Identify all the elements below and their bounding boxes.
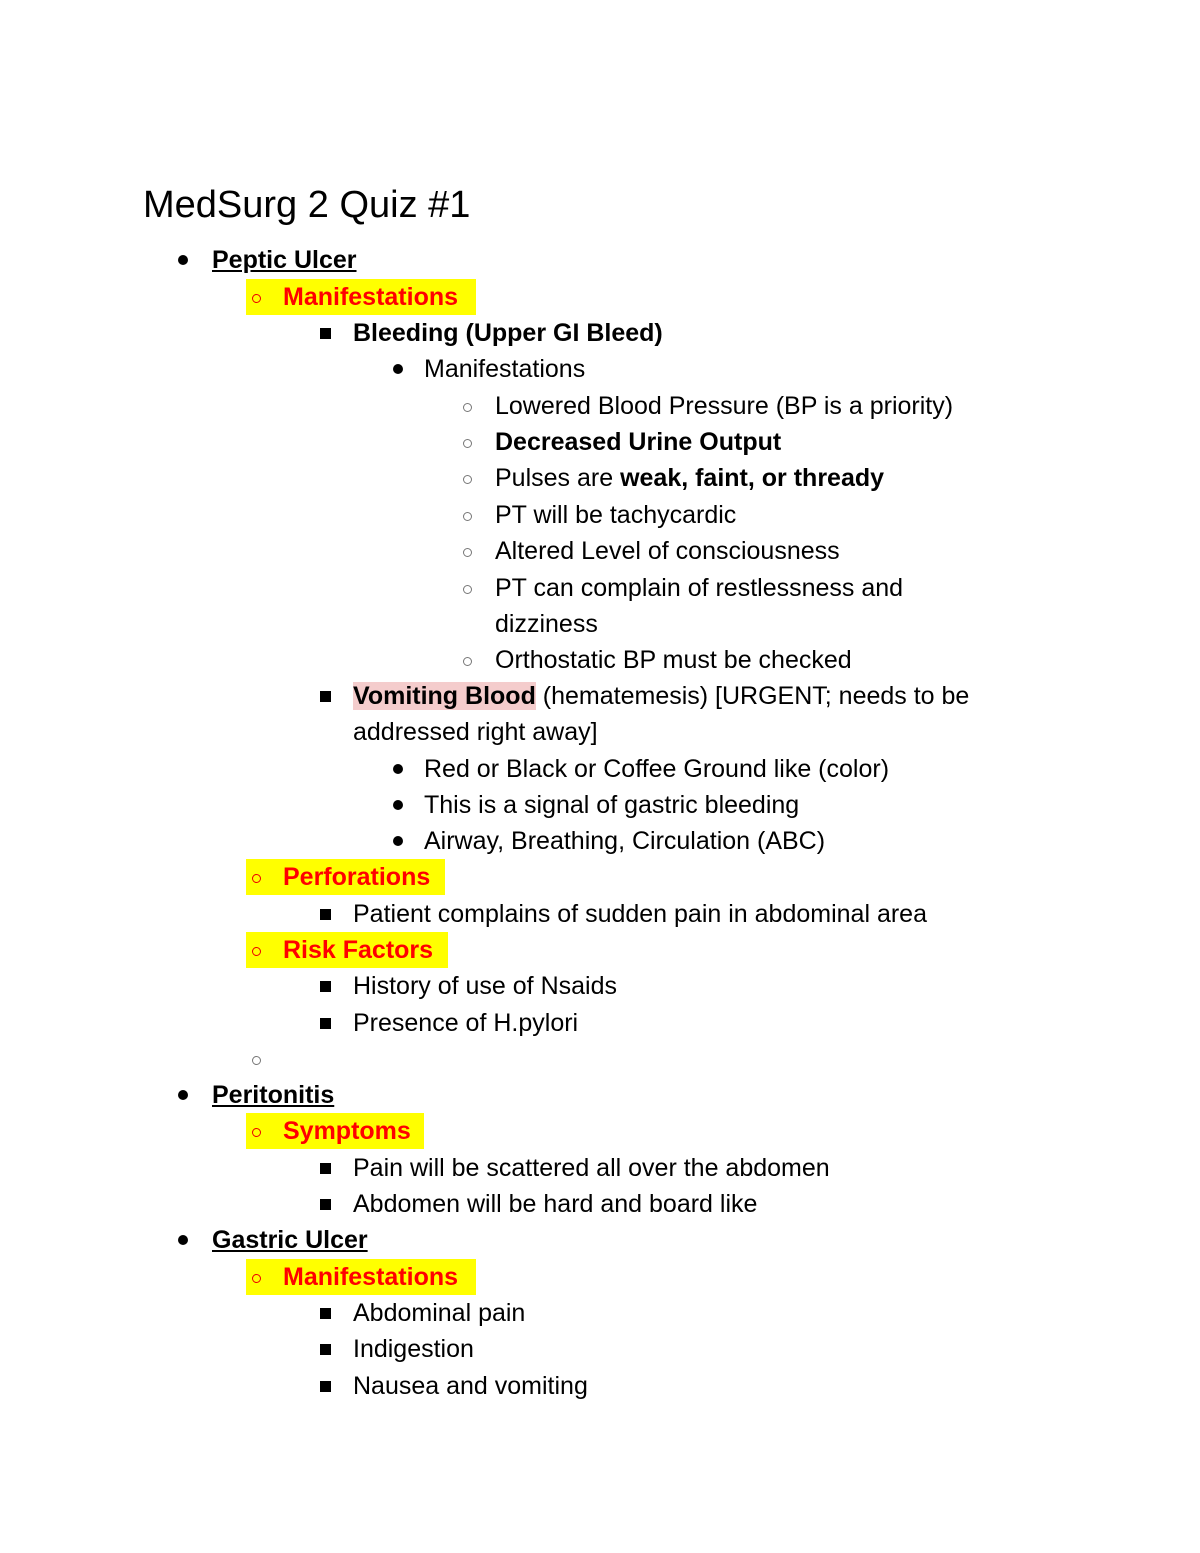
risk-item: History of use of Nsaids — [353, 972, 617, 1000]
list-item-perforations — [246, 859, 445, 895]
bullet-dot — [393, 364, 403, 374]
peritonitis-item: Pain will be scattered all over the abdomen — [353, 1154, 830, 1182]
item-tachy: PT will be tachycardic — [495, 501, 737, 529]
bullet-circle — [252, 1128, 261, 1137]
bullet-square — [320, 1018, 331, 1029]
subheading-manifestations: Manifestations — [283, 1263, 459, 1291]
item-ortho: Orthostatic BP must be checked — [495, 646, 852, 674]
bullet-dot — [178, 1090, 188, 1100]
bullet-circle — [252, 294, 261, 303]
heading-gastric-ulcer: Gastric Ulcer — [212, 1226, 368, 1254]
bullet-circle — [252, 1274, 261, 1283]
bullet-square — [320, 1199, 331, 1210]
bullet-square — [320, 328, 331, 339]
vomiting-line1 — [353, 678, 969, 714]
item-restless-line2: dizziness — [495, 610, 598, 638]
subheading-manifestations: Manifestations — [283, 283, 459, 311]
bullet-square — [320, 1308, 331, 1319]
item-urine: Decreased Urine Output — [495, 428, 782, 456]
subheading-symptoms: Symptoms — [283, 1117, 411, 1145]
list-item-symptoms — [246, 1113, 424, 1149]
bullet-square — [320, 691, 331, 702]
pulses-text: Pulses are — [495, 464, 621, 492]
vomiting-line2: addressed right away] — [353, 718, 598, 746]
vomiting-rest: (hematemesis) [URGENT; needs to be — [535, 682, 970, 710]
bullet-circle — [463, 512, 472, 521]
bleeding-manifestations-label: Manifestations — [424, 355, 586, 383]
item-restless-line1: PT can complain of restlessness and — [495, 574, 904, 602]
bullet-square — [320, 981, 331, 992]
bullet-circle — [252, 947, 261, 956]
bullet-dot — [393, 836, 403, 846]
bullet-circle — [252, 1056, 261, 1065]
vomit-sub-item: Airway, Breathing, Circulation (ABC) — [424, 827, 826, 855]
bullet-dot — [178, 1235, 188, 1245]
item-loc: Altered Level of consciousness — [495, 537, 840, 565]
subheading-perforations: Perforations — [283, 863, 431, 891]
bullet-dot — [393, 800, 403, 810]
bullet-circle — [463, 585, 472, 594]
subheading-risk-factors: Risk Factors — [283, 936, 434, 964]
peritonitis-item: Abdomen will be hard and board like — [353, 1190, 758, 1218]
list-item-risk-factors — [246, 932, 448, 968]
bullet-dot — [178, 255, 188, 265]
vomit-sub-item: Red or Black or Coffee Ground like (color) — [424, 755, 890, 783]
pulses-bold: weak, faint, or thready — [620, 464, 885, 492]
item-bp: Lowered Blood Pressure (BP is a priority) — [495, 392, 954, 420]
vomit-sub-item: This is a signal of gastric bleeding — [424, 791, 800, 819]
bullet-circle — [252, 874, 261, 883]
bullet-circle — [463, 475, 472, 484]
risk-item: Presence of H.pylori — [353, 1009, 579, 1037]
bullet-circle — [463, 403, 472, 412]
perforations-detail: Patient complains of sudden pain in abdominal area — [353, 900, 927, 928]
item-pulses — [495, 460, 884, 496]
bullet-square — [320, 1344, 331, 1355]
gastric-item: Nausea and vomiting — [353, 1372, 588, 1400]
list-item-gastric-manifestations — [246, 1259, 476, 1295]
bullet-circle — [463, 657, 472, 666]
bullet-square — [320, 909, 331, 920]
bullet-dot — [393, 764, 403, 774]
list-item-manifestations — [246, 279, 476, 315]
bullet-square — [320, 1163, 331, 1174]
page-title: MedSurg 2 Quiz #1 — [143, 184, 471, 226]
bullet-circle — [463, 548, 472, 557]
bleeding-label: Bleeding (Upper GI Bleed) — [353, 319, 663, 347]
gastric-item: Indigestion — [353, 1335, 474, 1363]
bullet-square — [320, 1381, 331, 1392]
gastric-item: Abdominal pain — [353, 1299, 526, 1327]
heading-peritonitis: Peritonitis — [212, 1081, 335, 1109]
vomiting-bold: Vomiting Blood — [353, 682, 536, 710]
bullet-circle — [463, 439, 472, 448]
heading-peptic-ulcer: Peptic Ulcer — [212, 246, 357, 274]
